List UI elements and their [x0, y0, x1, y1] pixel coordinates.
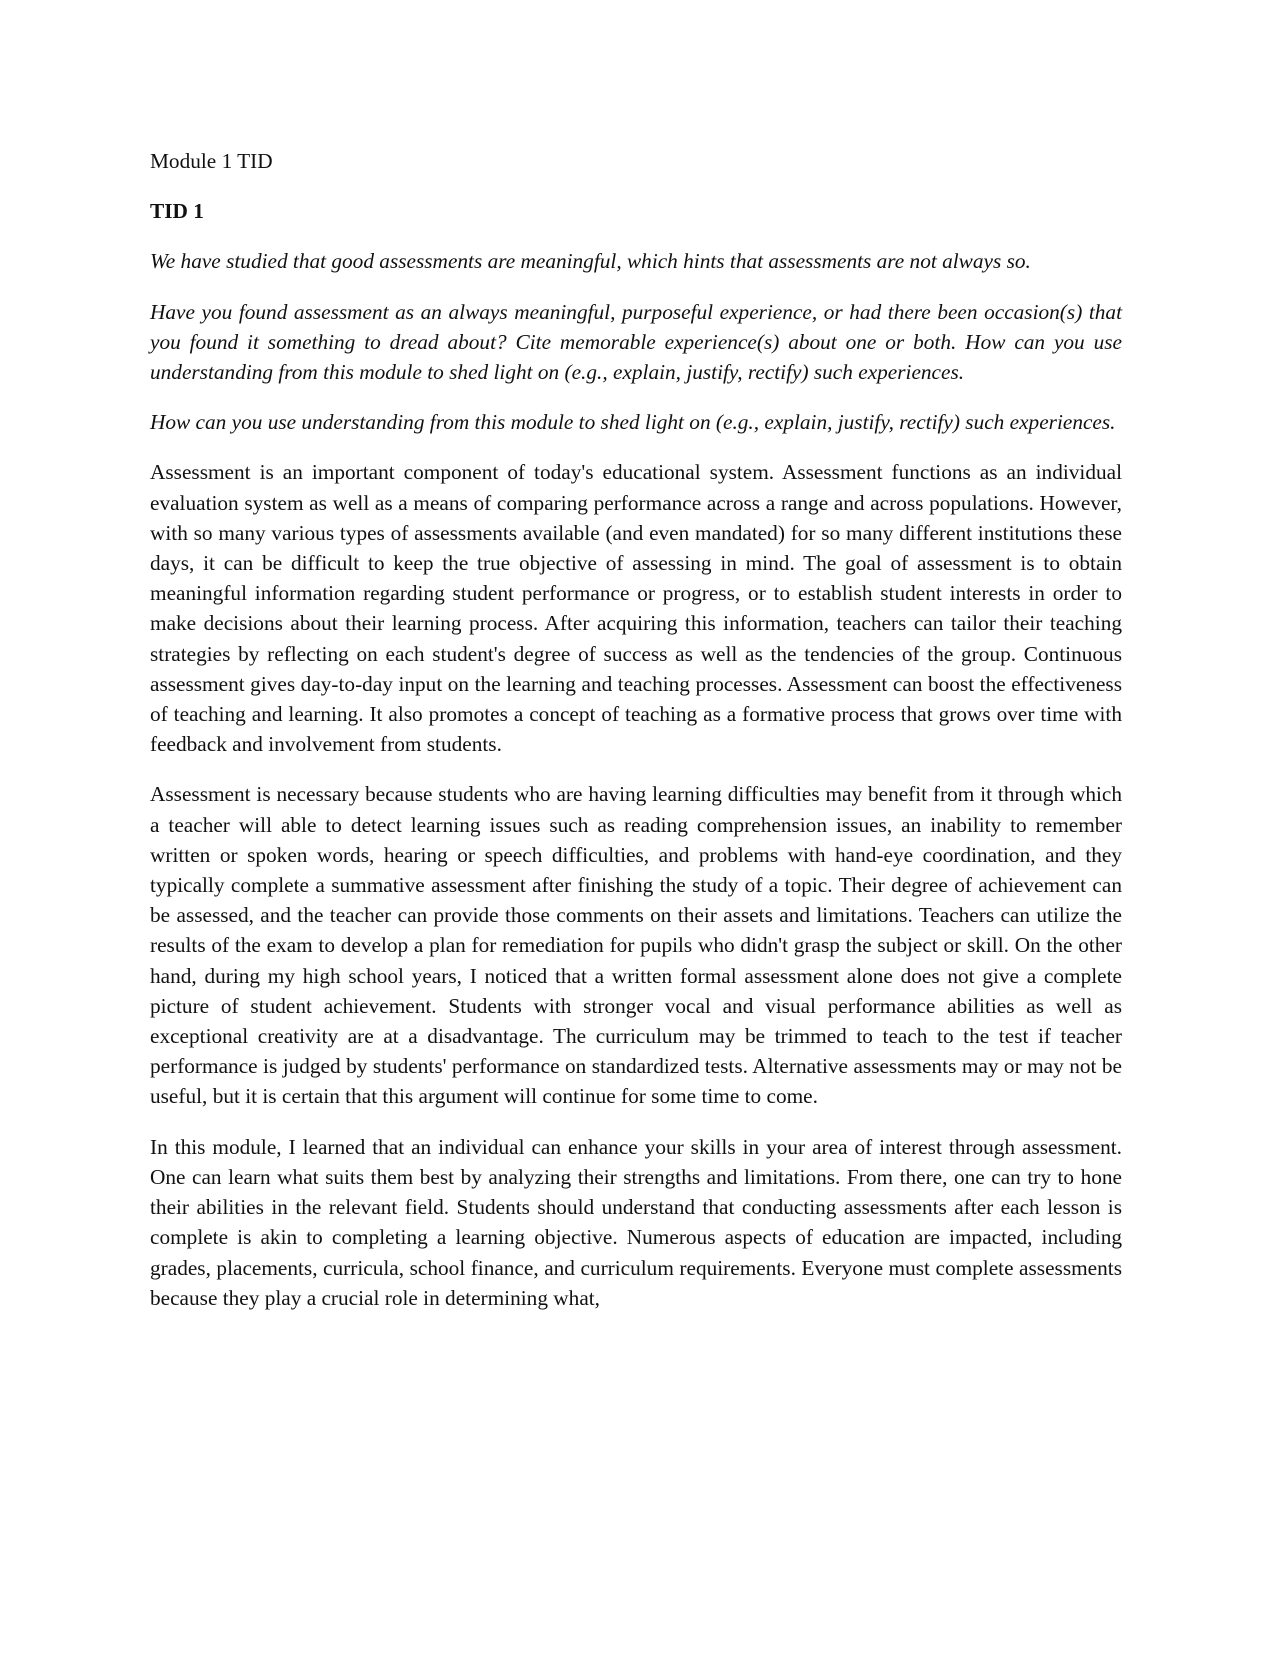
- document-title: Module 1 TID: [150, 149, 273, 173]
- body-paragraph: Assessment is necessary because students who are having learning difficulties may benefit from it through which a teacher will able to detect learning issues such as reading comprehension issues, an inability to remember written or spoken words, hearing or speech difficulties, and problems with hand-eye coordination, and they typically complete a summative assessment after finishing the study of a topic. Their degree of achievement can be assessed, and the teacher can provide those comments on their assets and limitations. Teachers can utilize the results of the exam to develop a plan for remediation for pupils who didn't grasp the subject or skill. On the other hand, during my high school years, I noticed that a written formal assessment alone does not give a complete picture of student achievement. Students with stronger vocal and visual performance abilities as well as exceptional creativity are at a disadvantage. The curriculum may be trimmed to teach to the test if teacher performance is judged by students' performance on standardized tests. Alternative assessments may or may not be useful, but it is certain that this argument will continue for some time to come.: [150, 782, 1122, 1109]
- section-heading: TID 1: [150, 199, 204, 224]
- body-paragraph: In this module, I learned that an individual can enhance your skills in your area of interest through assessment. One can learn what suits them best by analyzing their strengths and limitations. From there, one can try to hone their abilities in the relevant field. Students should understand that conducting assessments after each lesson is complete is akin to completing a learning objective. Numerous aspects of education are impacted, including grades, placements, curricula, school finance, and curriculum requirements. Everyone must complete assessments because they play a crucial role in determining what,: [150, 1134, 1122, 1310]
- document-body: [150, 146, 1122, 1333]
- prompt-repeat: How can you use understanding from this module to shed light on (e.g., explain, justify, rectify) such experiences.: [150, 410, 1116, 435]
- body-paragraph: Assessment is an important component of today's educational system. Assessment functions as an individual evaluation system as well as a means of comparing performance across a range and across populations. However, with so many various types of assessments available (and even mandated) for so many different institutions these days, it can be difficult to keep the true objective of assessing in mind. The goal of assessment is to obtain meaningful information regarding student performance or progress, or to establish student interests in order to make decisions about their learning process. After acquiring this information, teachers can tailor their teaching strategies by reflecting on each student's degree of success as well as the tendencies of the group. Continuous assessment gives day-to-day input on the learning and teaching processes. Assessment can boost the effectiveness of teaching and learning. It also promotes a concept of teaching as a formative process that grows over time with feedback and involvement from students.: [150, 460, 1122, 757]
- prompt-intro: We have studied that good assessments are meaningful, which hints that assessments are not always so.: [150, 249, 1031, 274]
- prompt-question: Have you found assessment as an always meaningful, purposeful experience, or had there been occasion(s) that you found it something to dread about? Cite memorable experience(s) about one or both. How can you use understanding from this module to shed light on (e.g., explain, justify, rectify) such experiences.: [150, 299, 1122, 385]
